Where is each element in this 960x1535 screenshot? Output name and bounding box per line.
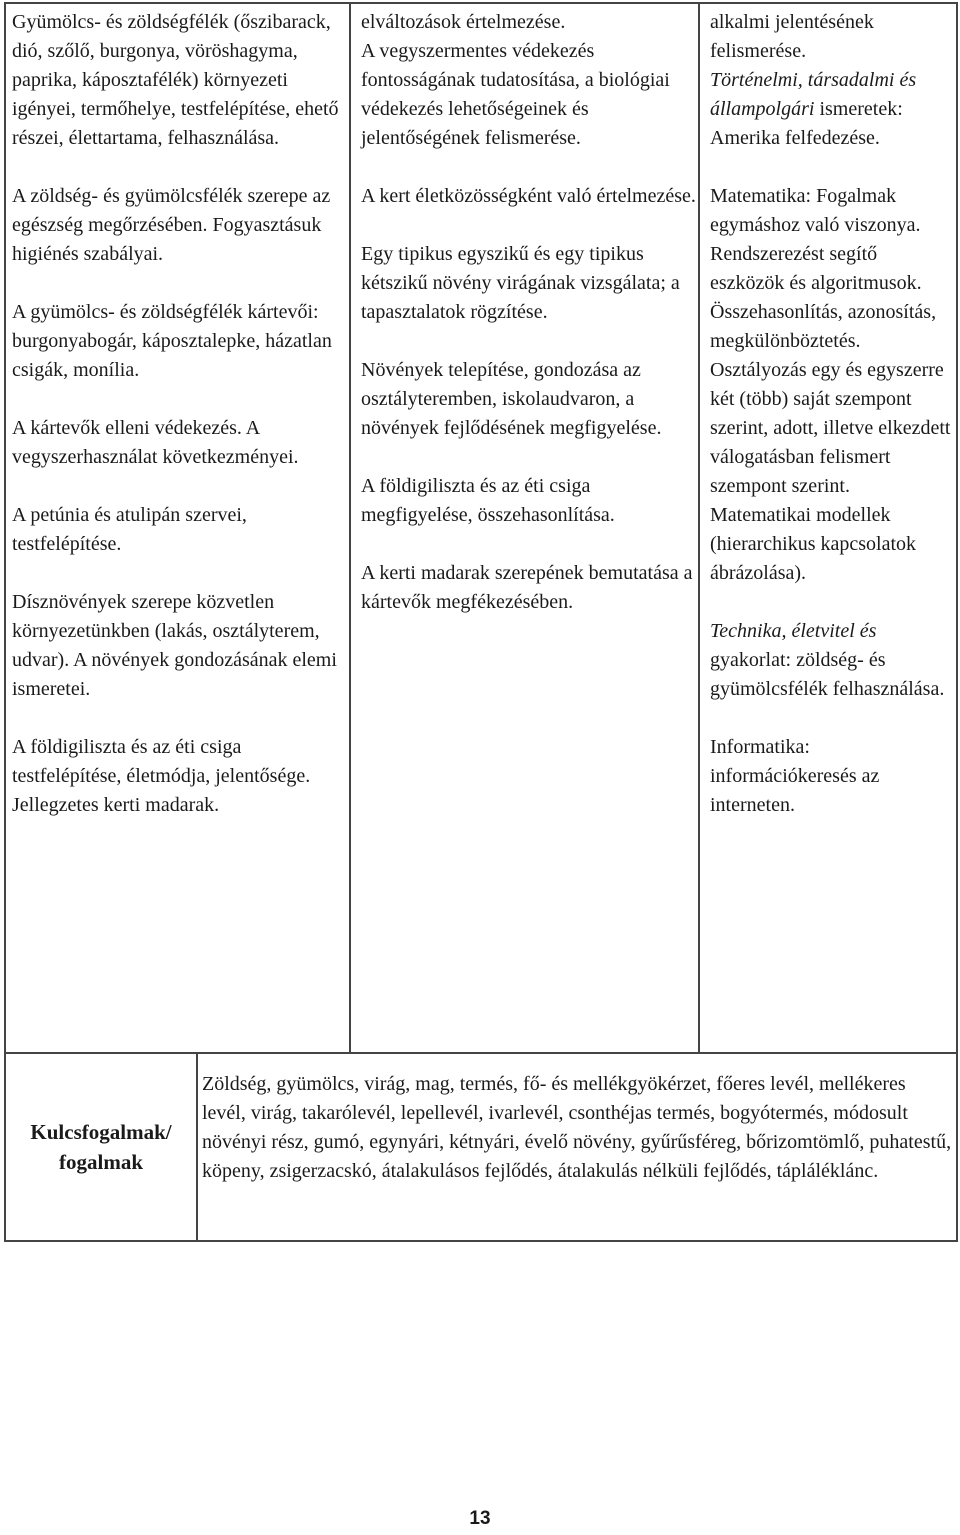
subject-text: gyakorlat: zöldség- és gyümölcsfélék felhasználása. (710, 649, 945, 700)
activity-paragraph: A földigiliszta és az éti csiga megfigyelése, összehasonlítása. (361, 475, 615, 526)
keywords-label-line: fogalmak (59, 1150, 143, 1174)
connection-paragraph: alkalmi jelentésének felismerése. (710, 11, 874, 62)
keywords-label-line: Kulcsfogalmak/ (30, 1120, 172, 1144)
subject-text: ismeretek: Amerika felfedezése. (710, 98, 903, 149)
keywords-label (6, 1054, 196, 1240)
keywords-row (4, 1052, 958, 1242)
connection-paragraph (710, 617, 955, 704)
activity-paragraph: A kerti madarak szerepének bemutatása a kártevők megfékezésében. (361, 562, 693, 613)
connection-paragraph: Matematika: Fogalmak egymáshoz való viszonya. Rendszerezést segítő eszközök és algoritmusok. Összehasonlítás, azonosítás, megkülönböztetés. Osztályozás egy és egyszerre két (több) saját szempont szerint, adott, illetve elkezdett válogatásban felismert szempont szerint. Matematikai modellek (hierarchikus kapcsolatok ábrázolása). (710, 185, 951, 584)
keywords-text: Zöldség, gyümölcs, virág, mag, termés, fő- és mellékgyökérzet, főeres levél, mellékeres levél, virág, takarólevél, lepellevél, ivarlevél, csonthéjas termés, bogyótermés, módosult növényi rész, gumó, egynyári, kétnyári, évelő növény, gyűrűsféreg, bőrizomtömlő, puhatestű, köpeny, zsigerzacskó, átalakulásos fejlődés, átalakulás nélküli fejlődés, tápláléklánc. (202, 1073, 952, 1182)
topic-paragraph: A kártevők elleni védekezés. A vegyszerhasználat következményei. (12, 417, 299, 468)
activity-paragraph: elváltozások értelmezése. (361, 11, 566, 33)
activities-column (361, 8, 701, 646)
topic-paragraph: A petúnia és atulipán szervei, testfelépítése. (12, 504, 247, 555)
connection-paragraph: Informatika: információkeresés az interneten. (710, 736, 880, 816)
column-divider (196, 1054, 198, 1240)
topic-paragraph: A zöldség- és gyümölcsfélék szerepe az egészség megőrzésében. Fogyasztásuk higiénés szabályai. (12, 185, 331, 265)
topic-paragraph: A gyümölcs- és zöldségfélék kártevői: burgonyabogár, káposztalepke, házatlan csigák, monília. (12, 301, 332, 381)
topic-paragraph: Dísznövények szerepe közvetlen környezetünkben (lakás, osztályterem, udvar). A növények gondozásának elemi ismeretei. (12, 591, 337, 700)
activity-paragraph: A vegyszermentes védekezés fontosságának tudatosítása, a biológiai védekezés lehetőségeinek és jelentőségének felismerése. (361, 40, 670, 149)
subject-name-italic: Történelmi, társadalmi és állampolgári (710, 69, 917, 120)
activity-paragraph: Egy tipikus egyszikű és egy tipikus kétszikű növény virágának vizsgálata; a tapasztalatok rögzítése. (361, 243, 680, 323)
topics-column (12, 8, 352, 820)
activity-paragraph: Növények telepítése, gondozása az osztályteremben, iskolaudvaron, a növények fejlődésének megfigyelése. (361, 359, 662, 439)
connection-paragraph (710, 66, 955, 153)
activity-paragraph: A kert életközösségként való értelmezése. (361, 185, 696, 207)
subject-name-italic: Technika, életvitel és (710, 620, 877, 642)
topic-paragraph: A földigiliszta és az éti csiga testfelépítése, életmódja, jelentősége. (12, 736, 311, 787)
content-row (4, 2, 958, 1052)
page-number: 13 (469, 1508, 491, 1529)
topic-paragraph: Jellegzetes kerti madarak. (12, 794, 220, 816)
connections-column (710, 8, 955, 820)
topic-paragraph: Gyümölcs- és zöldségfélék (őszibarack, dió, szőlő, burgonya, vöröshagyma, paprika, káposztafélék) környezeti igényei, termőhelye, testfelépítése, ehető részei, élettartama, felhasználása. (12, 11, 339, 149)
